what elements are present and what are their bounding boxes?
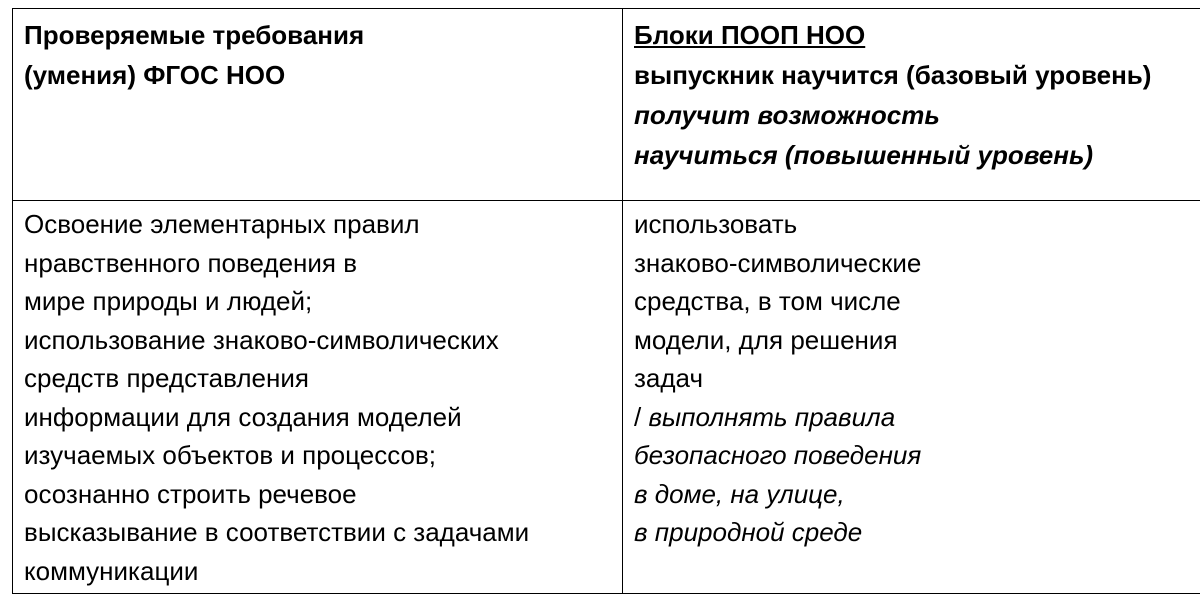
body-left-line: изучаемых объектов и процессов; <box>24 440 436 470</box>
body-right-advanced-line: безопасного поведения <box>634 440 922 470</box>
body-right-advanced-text: выполнять правила <box>648 401 896 432</box>
body-right-advanced-line: в доме, на улице, <box>634 478 845 509</box>
body-left-line: осознанно строить речевое <box>24 478 357 509</box>
header-cell-poop <box>623 9 1200 201</box>
header-left-line: Проверяемые требования <box>24 20 365 50</box>
body-right-basic-line: использовать <box>634 209 798 239</box>
body-right-basic-line: задач <box>634 363 703 393</box>
header-left-line: (умения) ФГОС НОО <box>24 60 286 90</box>
header-right-basic-level: выпускник научится (базовый уровень) <box>634 60 1152 90</box>
body-left-line: коммуникации <box>24 555 199 586</box>
body-left-line: мире природы и людей; <box>24 286 313 316</box>
header-cell-fgos <box>13 9 623 201</box>
table-header-row <box>13 9 1200 201</box>
level-separator: / <box>634 401 649 432</box>
body-cell-poop-blocks <box>623 201 1200 594</box>
body-left-line: средств представления <box>24 363 309 393</box>
table-body-row <box>13 201 1200 594</box>
header-right-advanced-line: получит возможность <box>634 100 940 130</box>
body-right-basic-line: модели, для решения <box>634 324 898 355</box>
body-right-advanced-line: в природной среде <box>634 517 863 547</box>
body-left-line: высказывание в соответствии с задачами <box>24 517 530 547</box>
body-right-basic-line: средства, в том числе <box>634 286 901 316</box>
body-right-advanced-first-line <box>634 398 1200 437</box>
body-left-line: Освоение элементарных правил <box>24 209 420 239</box>
body-right-basic-line: знаково-символические <box>634 247 922 278</box>
body-cell-requirements <box>13 201 623 594</box>
header-right-title: Блоки ПООП НОО <box>634 20 866 50</box>
body-left-line: использование знаково-символических <box>24 324 499 355</box>
body-left-line: нравственного поведения в <box>24 247 358 278</box>
header-right-advanced-line: научиться (повышенный уровень) <box>634 140 1094 170</box>
body-left-line: информации для создания моделей <box>24 401 462 432</box>
requirements-table <box>12 8 1200 594</box>
